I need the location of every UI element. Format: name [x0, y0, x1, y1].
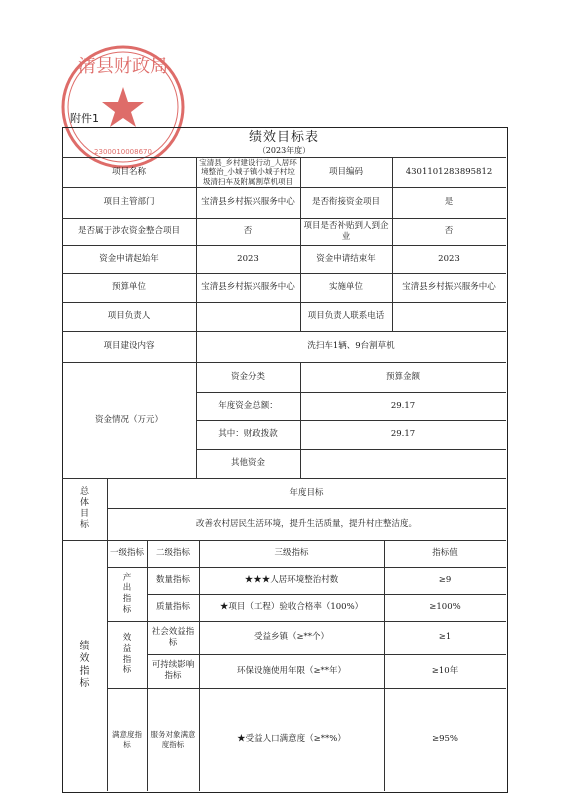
indicator-value: ≥95% [431, 734, 458, 745]
indicator-value: ≥100% [429, 602, 461, 613]
funds-type-value: 预算金额 [385, 371, 420, 382]
funds-fiscal-label: 其中：财政拨款 [218, 429, 278, 440]
indicator-level3: ★项目（工程）验收合格率（100%） [219, 602, 364, 613]
end-year-value: 2023 [438, 253, 460, 264]
integration-value: 否 [243, 226, 253, 237]
start-year-label: 资金申请起始年 [99, 253, 159, 264]
funds-total-value: 29.17 [390, 400, 416, 411]
group-benefit-label: 效 益 指 标 [122, 633, 132, 676]
table-title: 绩效目标表 [248, 129, 319, 145]
header-level1: 一级指标 [109, 548, 144, 559]
link-funds-label: 是否衔接资金项目 [311, 197, 380, 208]
annual-goal-label: 年度目标 [289, 487, 324, 498]
dept-value: 宝清县乡村振兴服务中心 [201, 197, 295, 208]
impl-unit-value: 宝清县乡村振兴服务中心 [402, 282, 496, 293]
indicator-level2: 可持续影响指标 [151, 660, 195, 681]
funds-other-value [300, 449, 506, 478]
group-satisfaction-label: 满意度指标 [112, 730, 142, 749]
project-code-label: 项目编码 [328, 166, 363, 177]
content-label: 项目建设内容 [103, 341, 155, 352]
leader-label: 项目负责人 [107, 311, 151, 322]
project-code-value: 4301101283895812 [405, 166, 493, 177]
header-value: 指标值 [432, 548, 458, 559]
indicator-level3: ★★★人居环境整治村数 [244, 575, 339, 586]
impl-unit-label: 实施单位 [328, 282, 363, 293]
integration-label: 是否属于涉农资金整合项目 [77, 226, 180, 237]
seal-number: 2300010008670 [94, 148, 152, 156]
indicator-value: ≥9 [438, 575, 452, 586]
annex-label: 附件1 [70, 112, 99, 125]
leader-value [196, 302, 300, 331]
funds-other-label: 其他资金 [230, 458, 265, 469]
indicator-level3: ★受益人口满意度（≥**%） [237, 734, 346, 745]
indicator-level2: 数量指标 [155, 575, 190, 586]
phone-label: 项目负责人联系电话 [307, 311, 385, 322]
overall-goal-label: 总 体 目 标 [79, 486, 89, 531]
content-value: 洗扫车1辆、9台割草机 [307, 341, 395, 352]
funds-total-label: 年度资金总额： [218, 400, 278, 411]
subsidy-label: 项目是否补贴到人到企业 [303, 220, 389, 242]
indicator-level2: 社会效益指标 [151, 626, 195, 648]
start-year-value: 2023 [237, 253, 259, 264]
funds-fiscal-value: 29.17 [390, 429, 416, 440]
indicator-value: ≥1 [438, 632, 452, 643]
indicator-value: ≥10年 [431, 665, 459, 676]
link-funds-value: 是 [444, 197, 454, 208]
budget-unit-label: 预算单位 [111, 282, 146, 293]
end-year-label: 资金申请结束年 [316, 253, 376, 264]
indicator-level2: 质量指标 [155, 602, 190, 613]
group-output-label: 产 出 指 标 [122, 572, 132, 615]
funds-label: 资金情况（万元） [94, 414, 163, 425]
project-name-value: 宝清县_乡村建设行动_人居环境整治_小城子镇小城子村垃圾清扫车及附属割草机项目 [199, 157, 297, 186]
seal-text: 清县财政局 [78, 56, 168, 77]
annual-goal-value: 改善农村居民生活环境，提升生活质量，提升村庄整洁度。 [195, 518, 417, 529]
table-year: （2023年度） [257, 146, 311, 155]
dept-label: 项目主管部门 [103, 197, 155, 208]
indicator-level2: 服务对象满意度指标 [150, 730, 196, 749]
funds-type-label: 资金分类 [230, 371, 265, 382]
indicator-level3: 环保设施使用年限（≥**年） [236, 665, 347, 676]
header-level3: 三级指标 [274, 548, 309, 559]
indicators-section-label: 绩 效 指 标 [79, 640, 90, 689]
budget-unit-value: 宝清县乡村振兴服务中心 [201, 282, 295, 293]
project-name-label: 项目名称 [111, 166, 146, 177]
phone-value [392, 302, 506, 331]
indicator-level3: 受益乡镇（≥**个） [253, 632, 330, 643]
subsidy-value: 否 [444, 226, 454, 237]
header-level2: 二级指标 [155, 548, 190, 559]
